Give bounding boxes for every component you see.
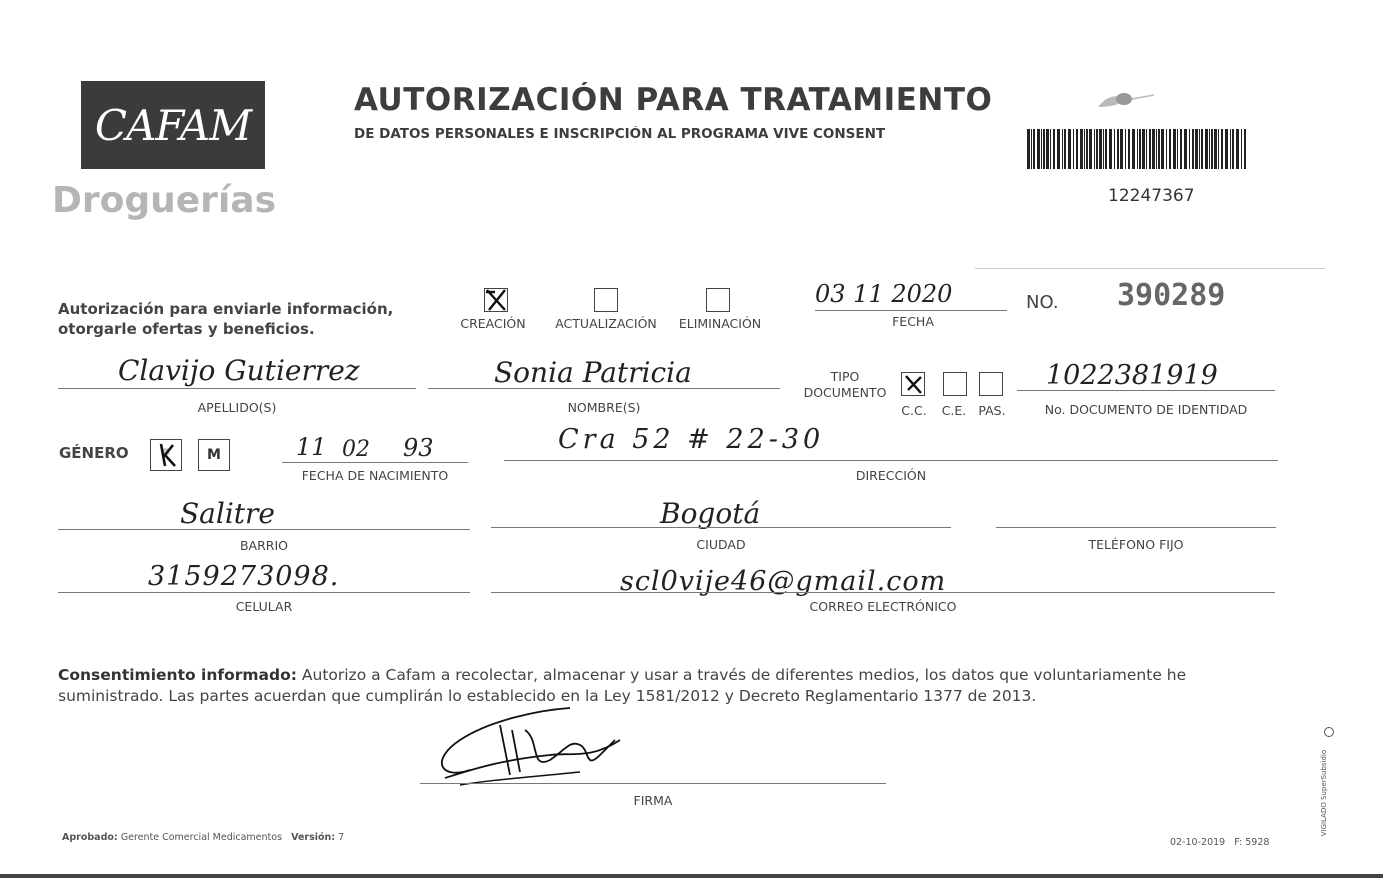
ciudad-label: CIUDAD: [696, 537, 746, 552]
barrio-label: BARRIO: [239, 538, 289, 553]
genero-m-text: M: [207, 447, 221, 463]
aprobado-label: Aprobado:: [62, 832, 118, 843]
barcode-bar: [1201, 129, 1203, 169]
nacimiento-label: FECHA DE NACIMIENTO: [301, 468, 449, 483]
barcode-bar: [1076, 129, 1078, 169]
barcode-bar: [1241, 129, 1242, 169]
footer-date: 02-10-2019: [1170, 837, 1226, 848]
barcode-bar: [1177, 129, 1178, 169]
barcode-bar: [1053, 129, 1055, 169]
check-mark-icon: [153, 442, 179, 468]
barcode-bar: [1120, 129, 1123, 169]
barcode-bar: [1161, 129, 1164, 169]
page-bottom-edge: [0, 874, 1383, 878]
barcode-bar: [1125, 129, 1126, 169]
barcode-bar: [1103, 129, 1104, 169]
barcode-bar: [1050, 129, 1051, 169]
version-value: 7: [338, 832, 345, 843]
barcode-bar: [1117, 129, 1119, 169]
barcode-bar: [1149, 129, 1151, 169]
barcode-number: 12247367: [1108, 186, 1195, 206]
celular-label: CELULAR: [235, 599, 293, 614]
barcode-bar: [1041, 129, 1042, 169]
barcode-bar: [1236, 129, 1239, 169]
label-cc: C.C.: [901, 403, 927, 418]
seal-icon: [1324, 727, 1334, 737]
barcode-bar: [1037, 129, 1040, 169]
cafam-logo: [81, 81, 265, 169]
form-subtitle: DE DATOS PERSONALES E INSCRIPCIÓN AL PROGRAMA VIVE CONSENT: [354, 126, 886, 142]
barcode-bar: [1033, 129, 1035, 169]
barcode-bar: [1084, 129, 1085, 169]
label-eliminacion: ELIMINACIÓN: [678, 316, 762, 331]
checkbox-eliminacion[interactable]: [706, 288, 730, 312]
genero-label: GÉNERO: [59, 444, 129, 462]
barcode-bar: [1214, 129, 1217, 169]
genero-f-text: F: [161, 447, 171, 463]
form-title: AUTORIZACIÓN PARA TRATAMIENTO: [354, 82, 993, 118]
nombres-label: NOMBRE(S): [567, 400, 641, 415]
barcode-bar: [1173, 129, 1176, 169]
barcode-bar: [1027, 129, 1030, 169]
telefono-line: [996, 527, 1276, 528]
consent-paragraph: [58, 665, 1274, 707]
barcode-bar: [1221, 129, 1223, 169]
nacimiento-month[interactable]: 02: [342, 437, 370, 462]
barcode-bar: [1225, 129, 1228, 169]
barcode-bar: [1031, 129, 1032, 169]
barcode-bar: [1205, 129, 1208, 169]
form-number: 390289: [1117, 278, 1226, 313]
barcode-bar: [1068, 129, 1071, 169]
tipo-label-line1: TIPO: [830, 369, 860, 384]
firma-label: FIRMA: [633, 793, 673, 808]
barcode-bar: [1230, 129, 1231, 169]
checkbox-cc[interactable]: [901, 372, 925, 396]
barcode-bar: [1064, 129, 1066, 169]
checkbox-ce[interactable]: [943, 372, 967, 396]
direccion-value[interactable]: Cra 52 # 22-30: [558, 424, 825, 455]
fecha-label: FECHA: [892, 314, 934, 329]
barcode-bar: [1195, 129, 1198, 169]
tipo-label-line2: DOCUMENTO: [803, 385, 887, 400]
footer-code: F: 5928: [1234, 837, 1270, 848]
correo-label: CORREO ELECTRÓNICO: [809, 599, 957, 614]
barcode-bar: [1244, 129, 1246, 169]
top-divider: [975, 268, 1325, 269]
apellidos-value[interactable]: Clavijo Gutierrez: [118, 354, 360, 387]
barcode-bar: [1180, 129, 1182, 169]
direccion-line: [504, 460, 1278, 461]
barcode-bar: [1146, 129, 1147, 169]
barcode-bar: [1169, 129, 1171, 169]
vigilado-mark: [1316, 727, 1332, 845]
no-label: NO.: [1026, 292, 1059, 313]
apellidos-label: APELLIDO(S): [197, 400, 277, 415]
barcode-bar: [1089, 129, 1092, 169]
barcode-bar: [1184, 129, 1187, 169]
signature-image: [430, 700, 630, 795]
barcode-bar: [1189, 129, 1190, 169]
fecha-value[interactable]: 03 11 2020: [815, 280, 953, 308]
barcode-bar: [1109, 129, 1112, 169]
label-actualizacion: ACTUALIZACIÓN: [555, 316, 657, 331]
correo-value[interactable]: scl0vije46@gmail.com: [620, 566, 947, 597]
barcode: [1027, 129, 1249, 169]
documento-line: [1017, 390, 1275, 391]
check-mark-icon: [485, 289, 507, 311]
ciudad-value[interactable]: Bogotá: [660, 497, 761, 530]
barcode-bar: [1209, 129, 1210, 169]
barcode-bar: [1152, 129, 1155, 169]
aprobado-value: Gerente Comercial Medicamentos: [120, 832, 283, 843]
checkbox-creacion[interactable]: [484, 288, 508, 312]
barcode-bar: [1105, 129, 1107, 169]
checkbox-pas[interactable]: [979, 372, 1003, 396]
barcode-bar: [1046, 129, 1049, 169]
telefono-label: TELÉFONO FIJO: [1088, 537, 1184, 552]
footer-date-code: [1170, 837, 1269, 848]
barcode-bar: [1211, 129, 1213, 169]
checkbox-actualizacion[interactable]: [594, 288, 618, 312]
barcode-bar: [1073, 129, 1074, 169]
nombres-line: [428, 388, 780, 389]
brand-subtitle: Droguerías: [52, 180, 276, 221]
footer-approval: [62, 832, 344, 843]
barcode-bar: [1057, 129, 1060, 169]
authorization-text-line2: otorgarle ofertas y beneficios.: [58, 320, 315, 338]
barcode-bar: [1043, 129, 1045, 169]
check-mark-icon: [902, 373, 924, 395]
logo-text: CAFAM: [94, 100, 252, 150]
nombres-value[interactable]: Sonia Patricia: [494, 356, 692, 389]
barcode-bar: [1139, 129, 1141, 169]
authorization-text: [58, 299, 393, 339]
consent-bold: Consentimiento informado:: [58, 666, 297, 684]
authorization-text-line1: Autorización para enviarle información,: [58, 300, 394, 318]
barrio-value[interactable]: Salitre: [180, 497, 275, 530]
apellidos-line: [58, 388, 416, 389]
eye-icon: [1096, 89, 1158, 111]
ciudad-line: [491, 527, 951, 528]
genero-f-box[interactable]: [150, 439, 182, 471]
barcode-bar: [1086, 129, 1088, 169]
barcode-bar: [1199, 129, 1200, 169]
nacimiento-day[interactable]: 11: [296, 433, 327, 461]
barcode-bar: [1232, 129, 1234, 169]
genero-m-box[interactable]: [198, 439, 230, 471]
correo-line: [491, 592, 1275, 593]
nacimiento-line: [282, 462, 468, 463]
barcode-bar: [1096, 129, 1098, 169]
label-creacion: CREACIÓN: [460, 316, 526, 331]
barrio-line: [58, 529, 470, 530]
documento-label: No. DOCUMENTO DE IDENTIDAD: [1044, 402, 1248, 417]
tipo-documento-label: [800, 369, 890, 401]
barcode-bar: [1166, 129, 1167, 169]
firma-line: [420, 783, 886, 784]
nacimiento-year[interactable]: 93: [403, 434, 434, 462]
fecha-line: [815, 310, 1007, 311]
celular-line: [58, 592, 470, 593]
documento-value[interactable]: 1022381919: [1046, 360, 1218, 391]
barcode-bar: [1156, 129, 1157, 169]
barcode-bar: [1158, 129, 1160, 169]
label-ce: C.E.: [941, 403, 967, 418]
celular-value[interactable]: 3159273098.: [148, 561, 340, 592]
barcode-bar: [1080, 129, 1083, 169]
barcode-bar: [1099, 129, 1102, 169]
barcode-bar: [1114, 129, 1115, 169]
barcode-bar: [1137, 129, 1138, 169]
barcode-bar: [1128, 129, 1130, 169]
vigilado-text: VIGILADO SuperSubsidio: [1320, 749, 1328, 837]
consent-text: Autorizo a Cafam a recolectar, almacenar y usar a través de diferentes medios, los datos que voluntariamente he suministrado. Las partes acuerdan que cumplirán lo establecido en la Ley 1581/2012 y Decreto Reglamentario 1377 de 2013.: [58, 666, 1187, 705]
barcode-bar: [1192, 129, 1194, 169]
barcode-bar: [1132, 129, 1135, 169]
label-pas: PAS.: [978, 403, 1006, 418]
barcode-bar: [1218, 129, 1219, 169]
direccion-label: DIRECCIÓN: [855, 468, 927, 483]
version-label: Versión:: [291, 832, 336, 843]
barcode-bar: [1142, 129, 1145, 169]
barcode-bar: [1062, 129, 1063, 169]
barcode-bar: [1094, 129, 1095, 169]
